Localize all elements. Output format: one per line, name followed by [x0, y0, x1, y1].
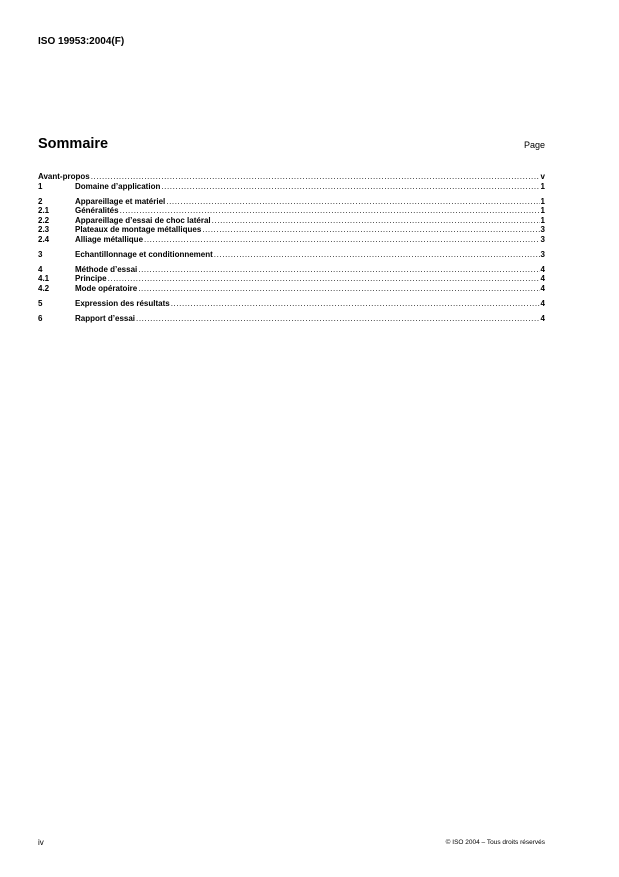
toc-dot-leader [202, 225, 539, 235]
toc-entry-5[interactable] [38, 299, 545, 309]
toc-dot-leader [136, 314, 540, 324]
toc-entry-number: 1 [38, 181, 43, 191]
toc-entry-page: 3 [540, 225, 545, 234]
toc-entry-3[interactable] [38, 250, 545, 260]
toc-entry-title: Avant-propos [38, 172, 90, 181]
toc-dot-leader [108, 274, 540, 284]
toc-entry-4-2[interactable] [38, 284, 545, 294]
toc-dot-leader [138, 284, 539, 294]
toc-dot-leader [171, 299, 540, 309]
toc-entry-page: 4 [540, 274, 545, 283]
toc-entry-number: 2.2 [38, 215, 50, 225]
toc-entry-2-3[interactable] [38, 225, 545, 235]
toc-entry-1[interactable] [38, 182, 545, 192]
toc-entry-number: 2.4 [38, 234, 50, 244]
toc-entry-avant-propos[interactable] [38, 172, 545, 182]
toc-entry-title: Appareillage et matériel [75, 196, 166, 206]
toc-entry-title: Expression des résultats [75, 298, 170, 308]
toc-entry-page: 4 [540, 283, 545, 293]
toc-entry-page: 4 [540, 264, 545, 274]
toc-dot-leader [144, 235, 540, 245]
toc-entry-page: 4 [540, 313, 545, 323]
toc-entry-title: Principe [75, 274, 107, 283]
toc-entry-title: Plateaux de montage métalliques [75, 225, 202, 234]
toc-entry-title: Mode opératoire [75, 283, 138, 293]
toc-entry-4[interactable] [38, 265, 545, 275]
toc-entry-page: 3 [540, 249, 545, 259]
toc-entry-page: 1 [540, 215, 545, 225]
toc-dot-leader [166, 197, 539, 207]
toc-dot-leader [161, 182, 539, 192]
toc-entry-number: 2 [38, 196, 43, 206]
toc-entry-number: 4.1 [38, 274, 50, 283]
toc-entry-number: 4.2 [38, 283, 50, 293]
toc-dot-leader [120, 206, 540, 216]
toc-entry-title: Domaine d’application [75, 181, 161, 191]
toc-entry-number: 4 [38, 264, 43, 274]
toc-page-column-label: Page [523, 140, 545, 150]
toc-dot-leader [91, 172, 540, 182]
toc-entry-title: Rapport d’essai [75, 313, 136, 323]
toc-entry-2-1[interactable] [38, 206, 545, 216]
toc-entry-page: 1 [540, 206, 545, 215]
toc-entry-page: 1 [540, 181, 545, 191]
toc-entry-number: 2.3 [38, 225, 50, 234]
toc-dot-leader [214, 250, 540, 260]
toc-dot-leader [212, 216, 540, 226]
footer-copyright: © ISO 2004 – Tous droits réservés [445, 839, 545, 846]
toc-entry-page: 1 [540, 196, 545, 206]
toc-dot-leader [138, 265, 539, 275]
toc-entry-number: 6 [38, 313, 43, 323]
toc-entry-2-4[interactable] [38, 235, 545, 245]
toc-title: Sommaire [38, 136, 109, 152]
toc-entry-page: 4 [540, 298, 545, 308]
toc-entry-number: 2.1 [38, 206, 50, 215]
toc-entry-page: v [540, 172, 545, 181]
toc-entry-title: Généralités [75, 206, 119, 215]
toc-entry-6[interactable] [38, 314, 545, 324]
toc-entry-page: 3 [540, 234, 545, 244]
toc-entry-number: 5 [38, 298, 43, 308]
toc-entry-2[interactable] [38, 197, 545, 207]
footer-page-number: iv [38, 838, 44, 847]
document-id: ISO 19953:2004(F) [38, 36, 125, 47]
table-of-contents [38, 172, 545, 323]
toc-entry-title: Appareillage d’essai de choc latéral [75, 215, 211, 225]
toc-entry-title: Echantillonnage et conditionnement [75, 249, 213, 259]
toc-entry-title: Alliage métallique [75, 234, 144, 244]
toc-entry-4-1[interactable] [38, 274, 545, 284]
toc-entry-title: Méthode d’essai [75, 264, 138, 274]
toc-entry-number: 3 [38, 249, 43, 259]
toc-entry-2-2[interactable] [38, 216, 545, 226]
